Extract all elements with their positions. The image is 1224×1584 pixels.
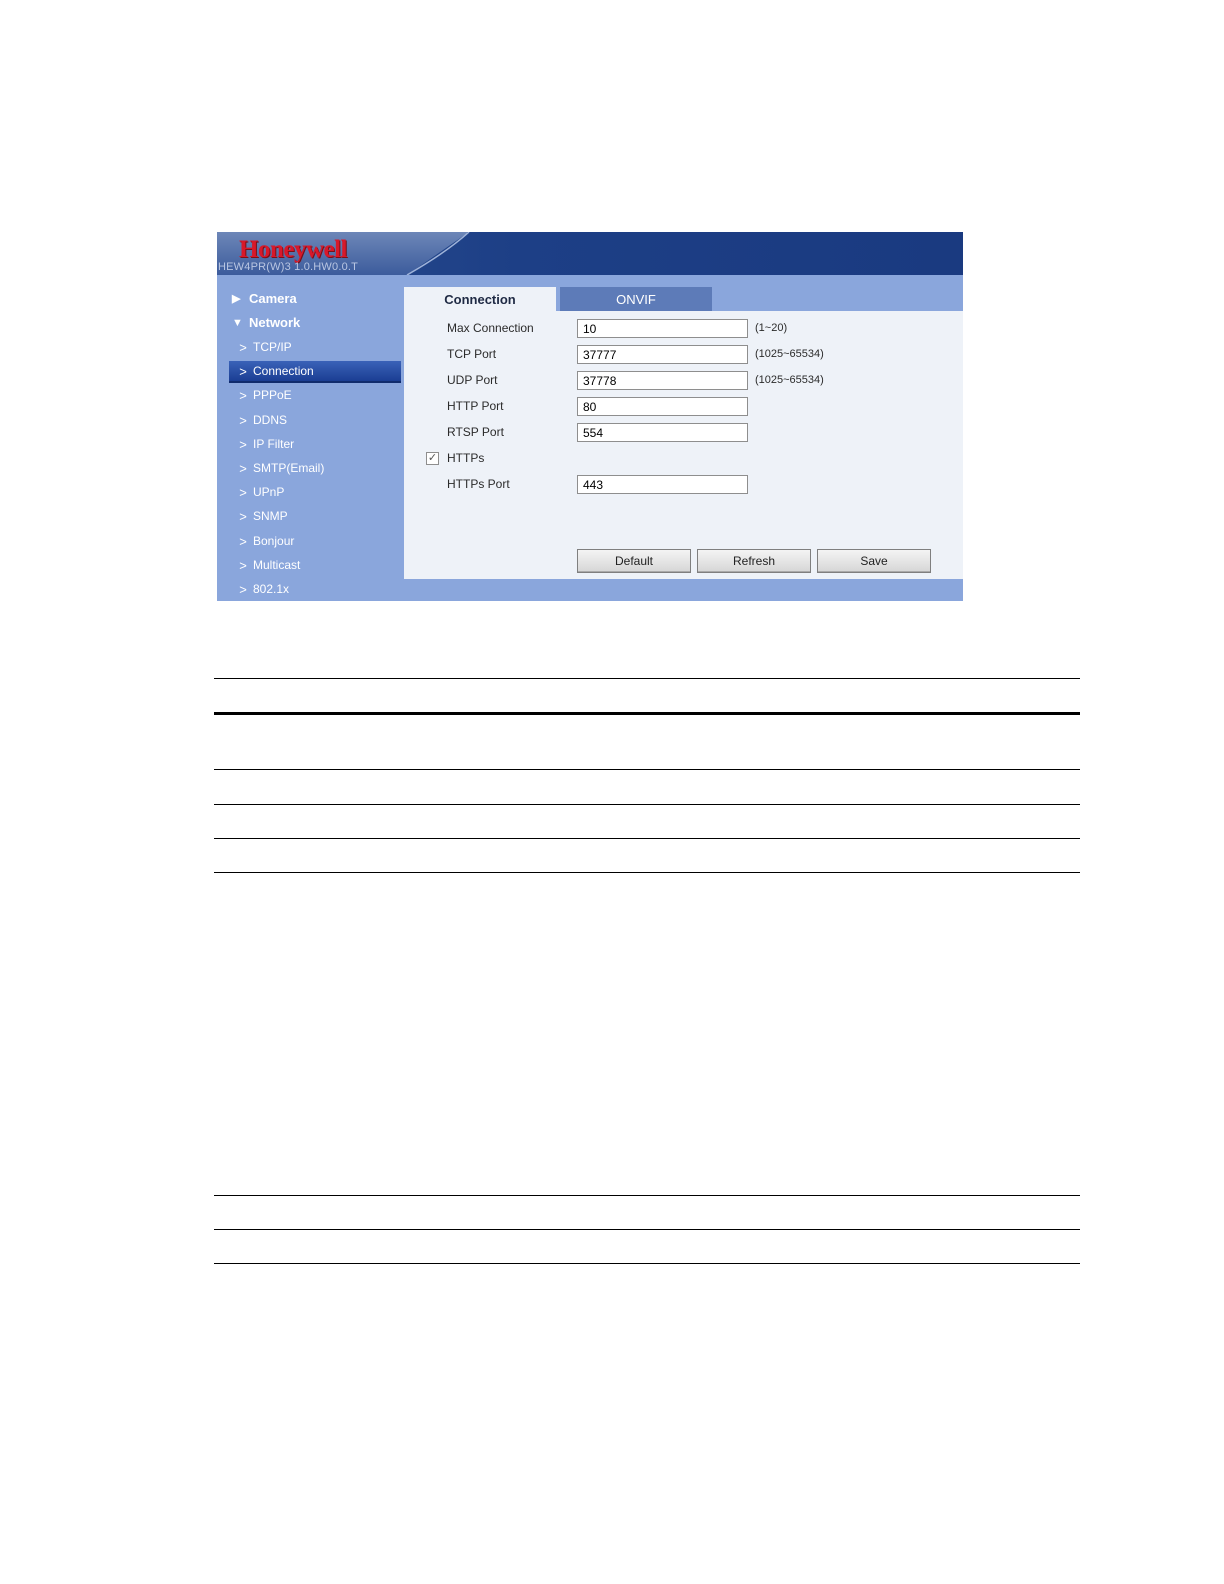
table-rule — [214, 678, 1080, 679]
chevron-right-icon: > — [239, 533, 247, 549]
app-header — [217, 232, 963, 275]
brand-logo: Honeywell — [239, 236, 347, 263]
sidebar-item-label: UPnP — [253, 485, 285, 499]
sidebar-item-upnp[interactable] — [229, 482, 401, 502]
connection-settings-panel — [404, 311, 963, 579]
chevron-right-icon: > — [239, 484, 247, 500]
http-port-input[interactable]: 80 — [577, 397, 748, 416]
sidebar-item-label: 802.1x — [253, 582, 290, 596]
sidebar-item-pppoe[interactable] — [229, 385, 401, 405]
tab-connection[interactable]: Connection — [404, 287, 556, 311]
chevron-right-icon: > — [239, 363, 247, 379]
https-port-label: HTTPs Port — [447, 477, 510, 491]
save-button[interactable]: Save — [817, 549, 931, 573]
sidebar-item-smtp[interactable] — [229, 458, 401, 478]
sidebar — [217, 275, 404, 601]
triangle-down-icon: ▼ — [232, 316, 243, 329]
http-port-label: HTTP Port — [447, 399, 504, 413]
max-connection-label: Max Connection — [447, 321, 534, 335]
panel-footer-bar — [404, 579, 963, 601]
https-port-input[interactable]: 443 — [577, 475, 748, 494]
sidebar-item-8021x[interactable] — [229, 579, 401, 599]
sidebar-item-label: Bonjour — [253, 534, 295, 548]
tcp-port-label: TCP Port — [447, 347, 497, 361]
sidebar-item-ip-filter[interactable] — [229, 434, 401, 454]
table-rule — [214, 804, 1080, 805]
model-version: HEW4PR(W)3 1.0.HW0.0.T — [218, 261, 359, 273]
chevron-right-icon: > — [239, 387, 247, 403]
sidebar-item-tcpip[interactable] — [229, 337, 401, 357]
sidebar-item-label: DDNS — [253, 413, 288, 427]
table-rule-thick — [214, 712, 1080, 715]
udp-port-range: (1025~65534) — [755, 374, 824, 386]
chevron-right-icon: > — [239, 460, 247, 476]
triangle-right-icon: ▶ — [232, 293, 241, 305]
sidebar-item-label: Connection — [253, 364, 314, 378]
refresh-button[interactable]: Refresh — [697, 549, 811, 573]
chevron-right-icon: > — [239, 412, 247, 428]
tcp-port-range: (1025~65534) — [755, 348, 824, 360]
table-rule — [214, 872, 1080, 873]
table-rule — [214, 838, 1080, 839]
chevron-right-icon: > — [239, 581, 247, 597]
sidebar-item-label: SNMP — [253, 509, 288, 523]
sidebar-item-ddns[interactable] — [229, 410, 401, 430]
max-connection-range: (1~20) — [755, 322, 788, 334]
sidebar-item-multicast[interactable] — [229, 555, 401, 575]
main-content — [404, 275, 963, 579]
tcp-port-input[interactable]: 37777 — [577, 345, 748, 364]
https-checkbox[interactable]: ✓ — [427, 452, 438, 464]
sidebar-group-camera[interactable] — [232, 291, 297, 306]
rtsp-port-label: RTSP Port — [447, 425, 504, 439]
table-rule — [214, 1229, 1080, 1230]
sidebar-group-label: Network — [249, 315, 301, 330]
sidebar-item-bonjour[interactable] — [229, 531, 401, 551]
udp-port-input[interactable]: 37778 — [577, 371, 748, 390]
sidebar-group-label: Camera — [249, 291, 297, 306]
tab-bar — [404, 287, 963, 311]
chevron-right-icon: > — [239, 436, 247, 452]
sidebar-item-label: TCP/IP — [253, 340, 292, 354]
rtsp-port-input[interactable]: 554 — [577, 423, 748, 442]
sidebar-item-label: Multicast — [253, 558, 301, 572]
camera-web-ui-screenshot — [217, 232, 963, 601]
sidebar-item-label: SMTP(Email) — [253, 461, 325, 475]
max-connection-input[interactable]: 10 — [577, 319, 748, 338]
table-rule — [214, 1195, 1080, 1196]
sidebar-item-label: IP Filter — [253, 437, 295, 451]
table-rule — [214, 1263, 1080, 1264]
tab-onvif[interactable]: ONVIF — [560, 287, 712, 311]
chevron-right-icon: > — [239, 557, 247, 573]
sidebar-item-connection[interactable] — [229, 361, 401, 383]
sidebar-item-snmp[interactable] — [229, 506, 401, 526]
table-rule — [214, 769, 1080, 770]
chevron-right-icon: > — [239, 508, 247, 524]
https-label: HTTPs — [447, 451, 485, 465]
chevron-right-icon: > — [239, 339, 247, 355]
sidebar-item-label: PPPoE — [253, 388, 292, 402]
sidebar-group-network[interactable] — [232, 315, 300, 330]
udp-port-label: UDP Port — [447, 373, 498, 387]
default-button[interactable]: Default — [577, 549, 691, 573]
